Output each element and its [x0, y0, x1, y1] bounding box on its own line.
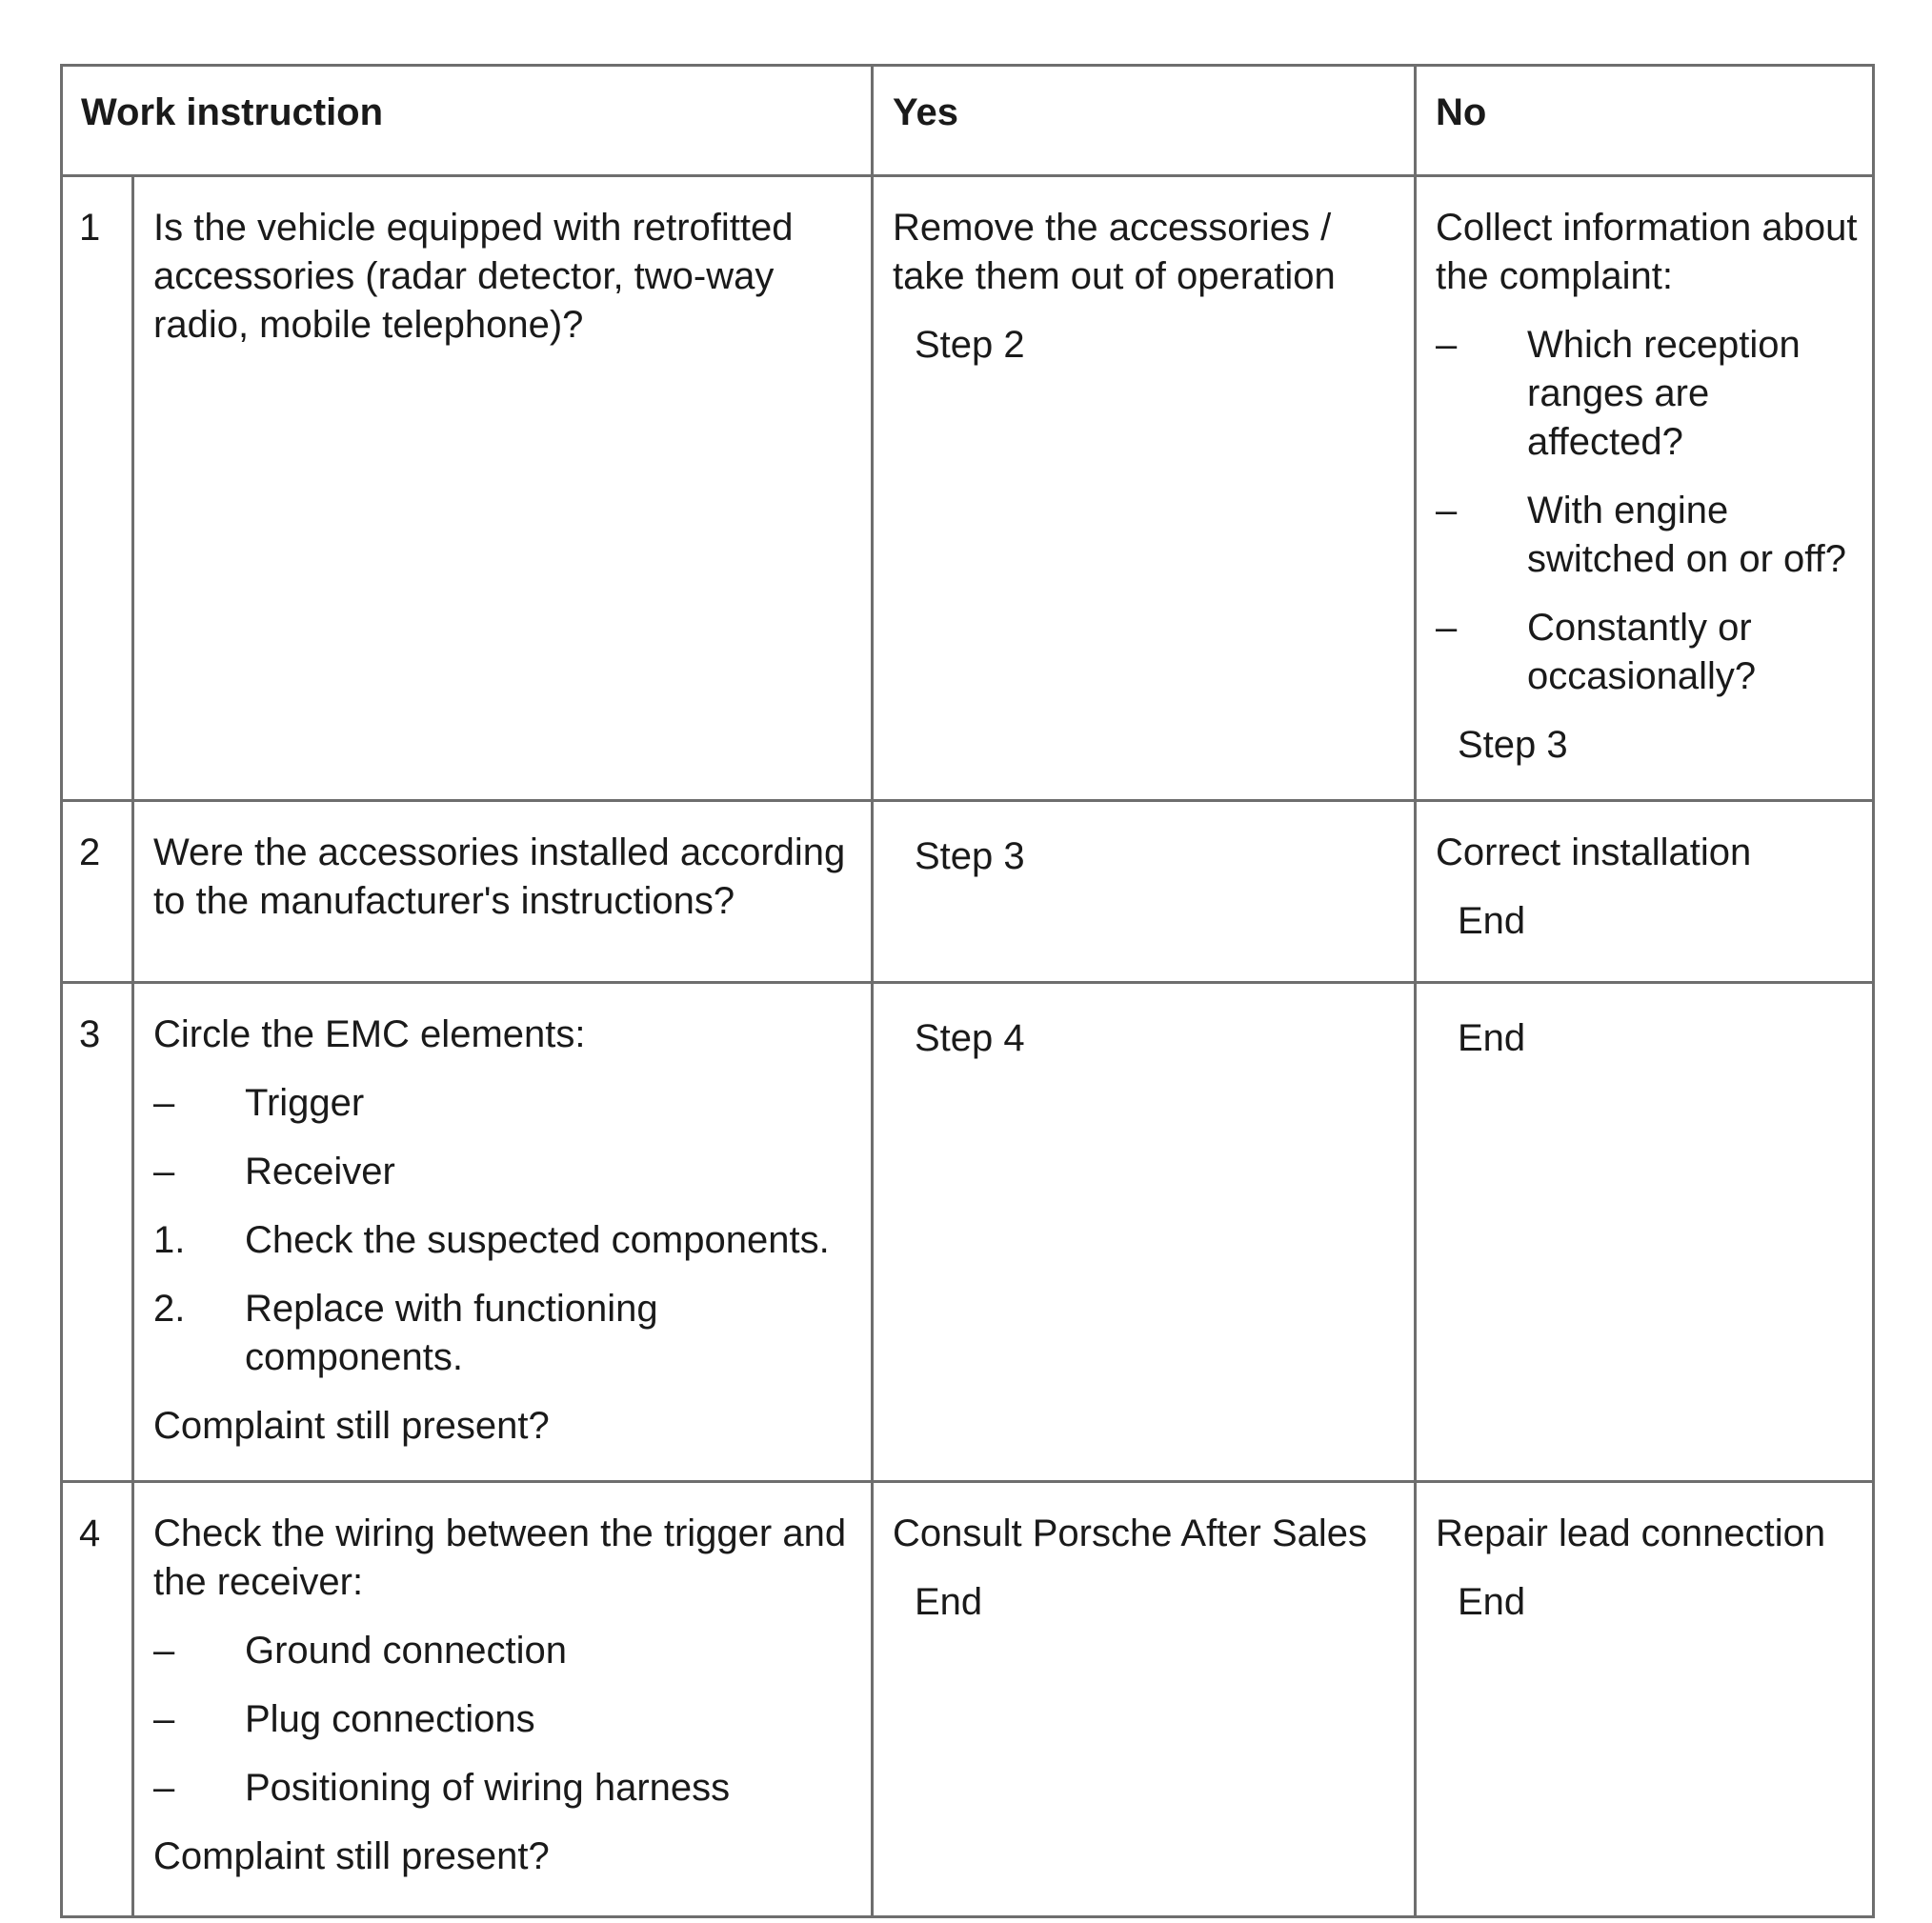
list-item-text: Check the suspected components.	[245, 1219, 830, 1261]
list-item-text: Trigger	[245, 1082, 365, 1124]
list-item	[153, 1148, 863, 1196]
no-cell	[1436, 1510, 1869, 1647]
no-result: End	[1458, 900, 1526, 942]
closing-question: Complaint still present?	[153, 1405, 550, 1447]
question-text: Circle the EMC elements:	[153, 1013, 586, 1055]
step-marker: 2.	[153, 1288, 186, 1330]
question-cell	[153, 1011, 863, 1471]
question-text: Is the vehicle equipped with retrofitted accessories (radar detector, two-way radio, mobile telephone)?	[153, 207, 794, 346]
yes-cell	[893, 1510, 1407, 1647]
header-row	[60, 64, 1875, 174]
no-cell	[1436, 204, 1864, 790]
no-text: Collect information about the complaint:	[1436, 207, 1858, 297]
dash-marker: –	[1436, 490, 1458, 531]
list-item-text: With engine switched on or off?	[1527, 490, 1847, 580]
list-item-text: Positioning of wiring harness	[245, 1767, 731, 1809]
list-item	[153, 1627, 866, 1675]
list-item	[153, 1764, 866, 1813]
list-item-text: Receiver	[245, 1151, 395, 1192]
yes-result: End	[915, 1581, 983, 1623]
list-item	[153, 1695, 866, 1744]
list-item-text: Constantly or occasionally?	[1527, 607, 1757, 697]
header-yes: Yes	[893, 91, 958, 133]
table-row	[60, 1483, 1875, 1915]
yes-cell	[893, 1014, 1402, 1083]
dash-marker: –	[153, 1151, 175, 1192]
list-item-text: Replace with functioning components.	[245, 1288, 658, 1378]
table-row	[60, 984, 1875, 1480]
no-text: Repair lead connection	[1436, 1512, 1826, 1554]
row-number: 4	[79, 1512, 101, 1554]
header-no: No	[1436, 91, 1487, 133]
no-result: End	[1458, 1581, 1526, 1623]
yes-cell	[893, 204, 1402, 390]
table-row	[60, 802, 1875, 981]
question-text: Were the accessories installed according to the manufacturer's instructions?	[153, 831, 846, 922]
row-number: 2	[79, 831, 101, 873]
dash-marker: –	[153, 1767, 175, 1809]
step-marker: 1.	[153, 1219, 186, 1261]
work-instruction-table	[60, 64, 1875, 1923]
table-border-bottom	[60, 1915, 1875, 1918]
list-item-text: Ground connection	[245, 1630, 568, 1672]
question-cell	[153, 204, 858, 370]
row-number: 3	[79, 1013, 101, 1055]
list-item	[153, 1216, 863, 1265]
header-work-instruction: Work instruction	[81, 91, 384, 133]
yes-text: Remove the accessories / take them out of operation	[893, 207, 1336, 297]
closing-question: Complaint still present?	[153, 1835, 550, 1877]
list-item	[153, 1285, 863, 1382]
question-text: Check the wiring between the trigger and the receiver:	[153, 1512, 847, 1603]
dash-marker: –	[153, 1082, 175, 1124]
list-item-text: Which reception ranges are affected?	[1527, 324, 1801, 463]
table-row	[60, 177, 1875, 799]
dash-marker: –	[1436, 607, 1458, 649]
yes-text: Consult Porsche After Sales	[893, 1512, 1368, 1554]
list-item-text: Plug connections	[245, 1698, 535, 1740]
yes-cell	[893, 832, 1402, 901]
row-number: 1	[79, 207, 101, 249]
dash-marker: –	[1436, 324, 1458, 366]
no-result: Step 3	[1458, 724, 1568, 766]
yes-result: Step 4	[915, 1017, 1025, 1059]
list-item	[1436, 604, 1864, 701]
no-result: End	[1458, 1017, 1526, 1059]
list-item	[153, 1079, 863, 1128]
dash-marker: –	[153, 1698, 175, 1740]
no-cell	[1436, 829, 1864, 966]
yes-result: Step 2	[915, 324, 1025, 366]
question-cell	[153, 1510, 866, 1901]
yes-result: Step 3	[915, 835, 1025, 877]
no-text: Correct installation	[1436, 831, 1752, 873]
dash-marker: –	[153, 1630, 175, 1672]
no-cell	[1436, 1014, 1864, 1083]
list-item	[1436, 487, 1864, 584]
question-cell	[153, 829, 863, 946]
list-item	[1436, 321, 1864, 467]
